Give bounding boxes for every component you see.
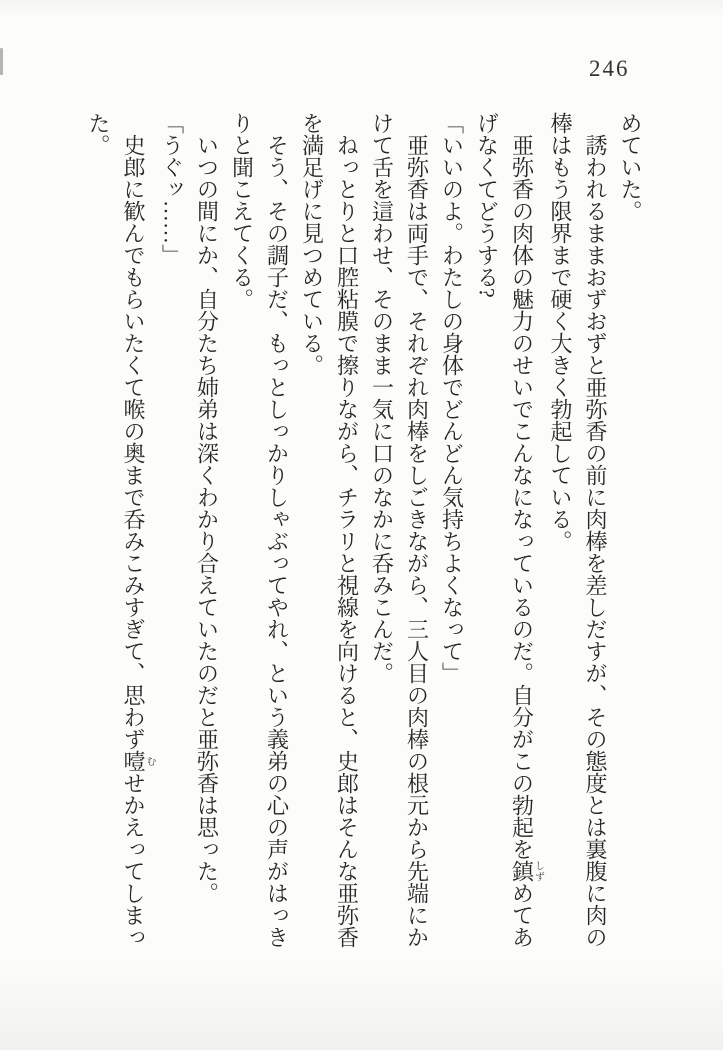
furigana: しず [532,860,544,882]
text-line-12: りと聞こえてくる。 [229,112,255,310]
body-text [81,112,648,954]
text-line-4: 亜弥香の肉体の魅力のせいでこんなになっているのだ。自分がこの勃起を鎮しずめてあ [509,134,544,948]
ruby-annotated-char: 鎮しず [509,860,544,882]
text-line-10: を満足げに見つめている。 [299,112,325,376]
text-line-3: 棒はもう限界まで硬く大きく勃起している。 [548,112,573,552]
furigana: む [144,750,155,772]
ruby-annotated-char: 噎む [121,750,155,772]
page-number: 246 [589,56,630,81]
text-line-5: げなくてどうする? [474,112,500,298]
text-line-14: 「うぐッ……」 [159,112,185,266]
text-line-7: 亜弥香は両手で、それぞれ肉棒をしごきながら、三人目の肉棒の根元から先端にか [404,134,430,948]
scan-artifact [0,48,3,75]
text-line-6: 「いいのよ。わたしの身体でどんどん気持ちよくなって」 [439,112,465,684]
text-line-9: ねっとりと口腔粘膜で擦りながら、チラリと視線を向けると、史郎はそんな亜弥香 [334,134,360,948]
text-line-11: そう、その調子だ、もっとしっかりしゃぶってやれ、という義弟の心の声がはっき [264,134,290,948]
text-line-8: けて舌を這わせ、そのまま一気に口のなかに呑みこんだ。 [369,112,395,684]
text-line-2: 誘われるままおずおずと亜弥香の前に肉棒を差しだすが、その態度とは裏腹に肉の [583,134,608,948]
text-line-1: めていた。 [618,112,643,222]
text-line-16: た。 [86,112,111,156]
text-line-15: 史郎に歓んでもらいたくて喉の奥まで呑みこみすぎて、思わず噎むせかえってしまっ [121,134,155,948]
text-line-13: いつの間にか、自分たち姉弟は深くわかり合えていたのだと亜弥香は思った。 [194,134,220,904]
